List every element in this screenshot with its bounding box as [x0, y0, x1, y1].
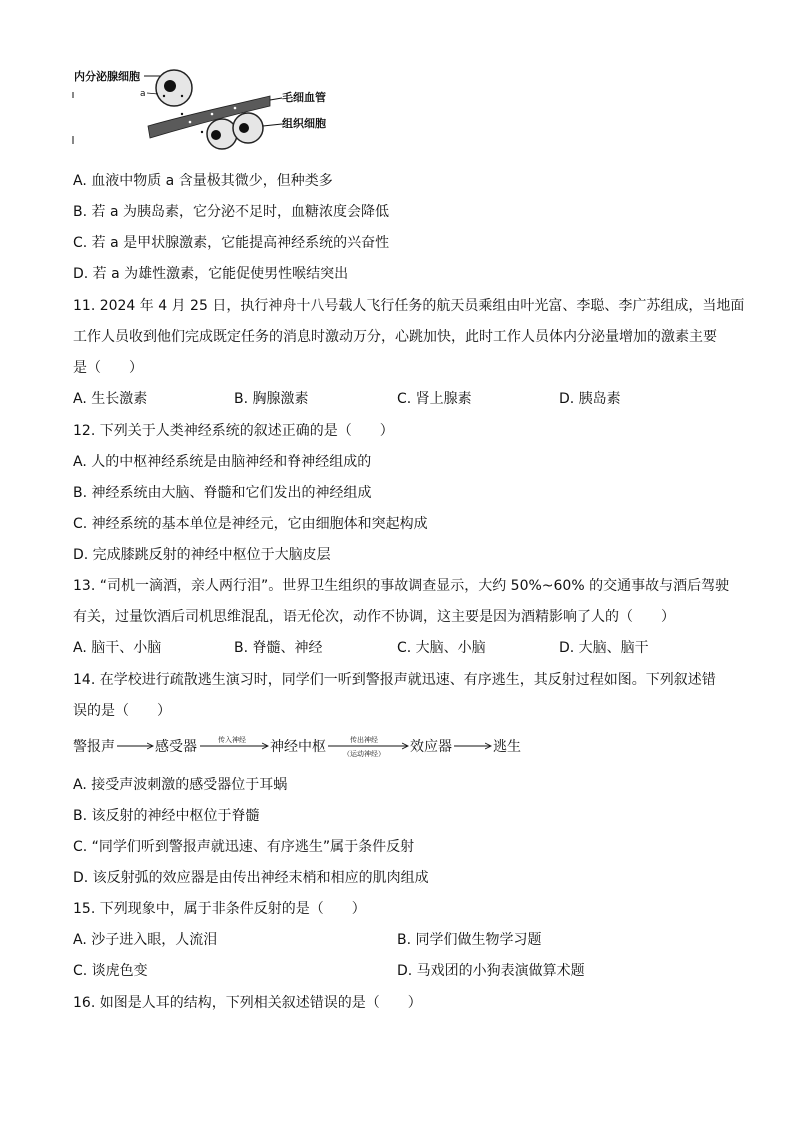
- q11-stem-line1: 11. 2024 年 4 月 25 日，执行神舟十八号载人飞行任务的航天员乘组由叶光富、李聪、李广苏组成，当地面: [73, 298, 745, 314]
- q14-stem-line2: 误的是（ ）: [73, 703, 171, 719]
- flow-label-motor: （运动神经）: [343, 750, 385, 758]
- flow-label-afferent: 传入神经: [218, 736, 246, 744]
- flow-node-escape: 逃生: [493, 739, 521, 755]
- flow-node-effector: 效应器: [410, 739, 452, 755]
- q15-stem: 15. 下列现象中，属于非条件反射的是（ ）: [73, 901, 366, 917]
- reflex-flow-diagram: [73, 732, 553, 762]
- q16-stem: 16. 如图是人耳的结构，下列相关叙述错误的是（ ）: [73, 995, 422, 1011]
- q14-option-d: D. 该反射弧的效应器是由传出神经末梢和相应的肌肉组成: [73, 870, 429, 886]
- q13-stem-line1: 13. “司机一滴酒，亲人两行泪”。世界卫生组织的事故调查显示，大约 50%~60% 的交通事故与酒后驾驶: [73, 578, 730, 594]
- q13-option-a: A. 脑干、小脑: [73, 640, 162, 656]
- q14-option-b: B. 该反射的神经中枢位于脊髓: [73, 808, 260, 824]
- endocrine-figure: [70, 62, 370, 158]
- q11-option-a: A. 生长激素: [73, 391, 148, 407]
- q12-option-c: C. 神经系统的基本单位是神经元，它由细胞体和突起构成: [73, 516, 428, 532]
- flow-node-center: 神经中枢: [270, 739, 326, 755]
- label-endocrine-cell: 内分泌腺细胞: [74, 70, 140, 83]
- flow-label-efferent: 传出神经: [350, 736, 378, 744]
- q12-stem: 12. 下列关于人类神经系统的叙述正确的是（ ）: [73, 423, 394, 439]
- q15-option-b: B. 同学们做生物学习题: [397, 932, 542, 948]
- q14-option-a: A. 接受声波刺激的感受器位于耳蜗: [73, 777, 288, 793]
- q11-option-b: B. 胸腺激素: [234, 391, 309, 407]
- q13-option-c: C. 大脑、小脑: [397, 640, 486, 656]
- q11-stem-line3: 是（ ）: [73, 360, 143, 376]
- label-tissue-cell: 组织细胞: [282, 117, 326, 130]
- q15-option-d: D. 马戏团的小狗表演做算术题: [397, 963, 585, 979]
- q11-option-c: C. 肾上腺素: [397, 391, 472, 407]
- flow-node-receptor: 感受器: [155, 739, 197, 755]
- q11-stem-line2: 工作人员收到他们完成既定任务的消息时激动万分，心跳加快，此时工作人员体内分泌量增加的激素主要: [73, 329, 717, 345]
- q13-option-b: B. 脊髓、神经: [234, 640, 323, 656]
- q14-option-c: C. “同学们听到警报声就迅速、有序逃生”属于条件反射: [73, 839, 415, 855]
- q13-stem-line2: 有关，过量饮酒后司机思维混乱，语无伦次，动作不协调，这主要是因为酒精影响了人的（ ）: [73, 609, 675, 625]
- q12-option-b: B. 神经系统由大脑、脊髓和它们发出的神经组成: [73, 485, 372, 501]
- q10-option-d: D. 若 a 为雄性激素，它能促使男性喉结突出: [73, 266, 349, 282]
- label-substance-a: a: [140, 89, 146, 99]
- q14-stem-line1: 14. 在学校进行疏散逃生演习时，同学们一听到警报声就迅速、有序逃生，其反射过程如图。下列叙述错: [73, 672, 716, 688]
- q10-option-c: C. 若 a 是甲状腺激素，它能提高神经系统的兴奋性: [73, 235, 390, 251]
- flow-node-alarm: 警报声: [73, 739, 115, 755]
- q15-option-c: C. 谈虎色变: [73, 963, 148, 979]
- q13-option-d: D. 大脑、脑干: [559, 640, 649, 656]
- label-capillary: 毛细血管: [282, 91, 326, 104]
- q12-option-d: D. 完成膝跳反射的神经中枢位于大脑皮层: [73, 547, 331, 563]
- q11-option-d: D. 胰岛素: [559, 391, 621, 407]
- q10-option-a: A. 血液中物质 a 含量极其微少，但种类多: [73, 173, 333, 189]
- q10-option-b: B. 若 a 为胰岛素，它分泌不足时，血糖浓度会降低: [73, 204, 389, 220]
- q15-option-a: A. 沙子进入眼，人流泪: [73, 932, 218, 948]
- q12-option-a: A. 人的中枢神经系统是由脑神经和脊神经组成的: [73, 454, 372, 470]
